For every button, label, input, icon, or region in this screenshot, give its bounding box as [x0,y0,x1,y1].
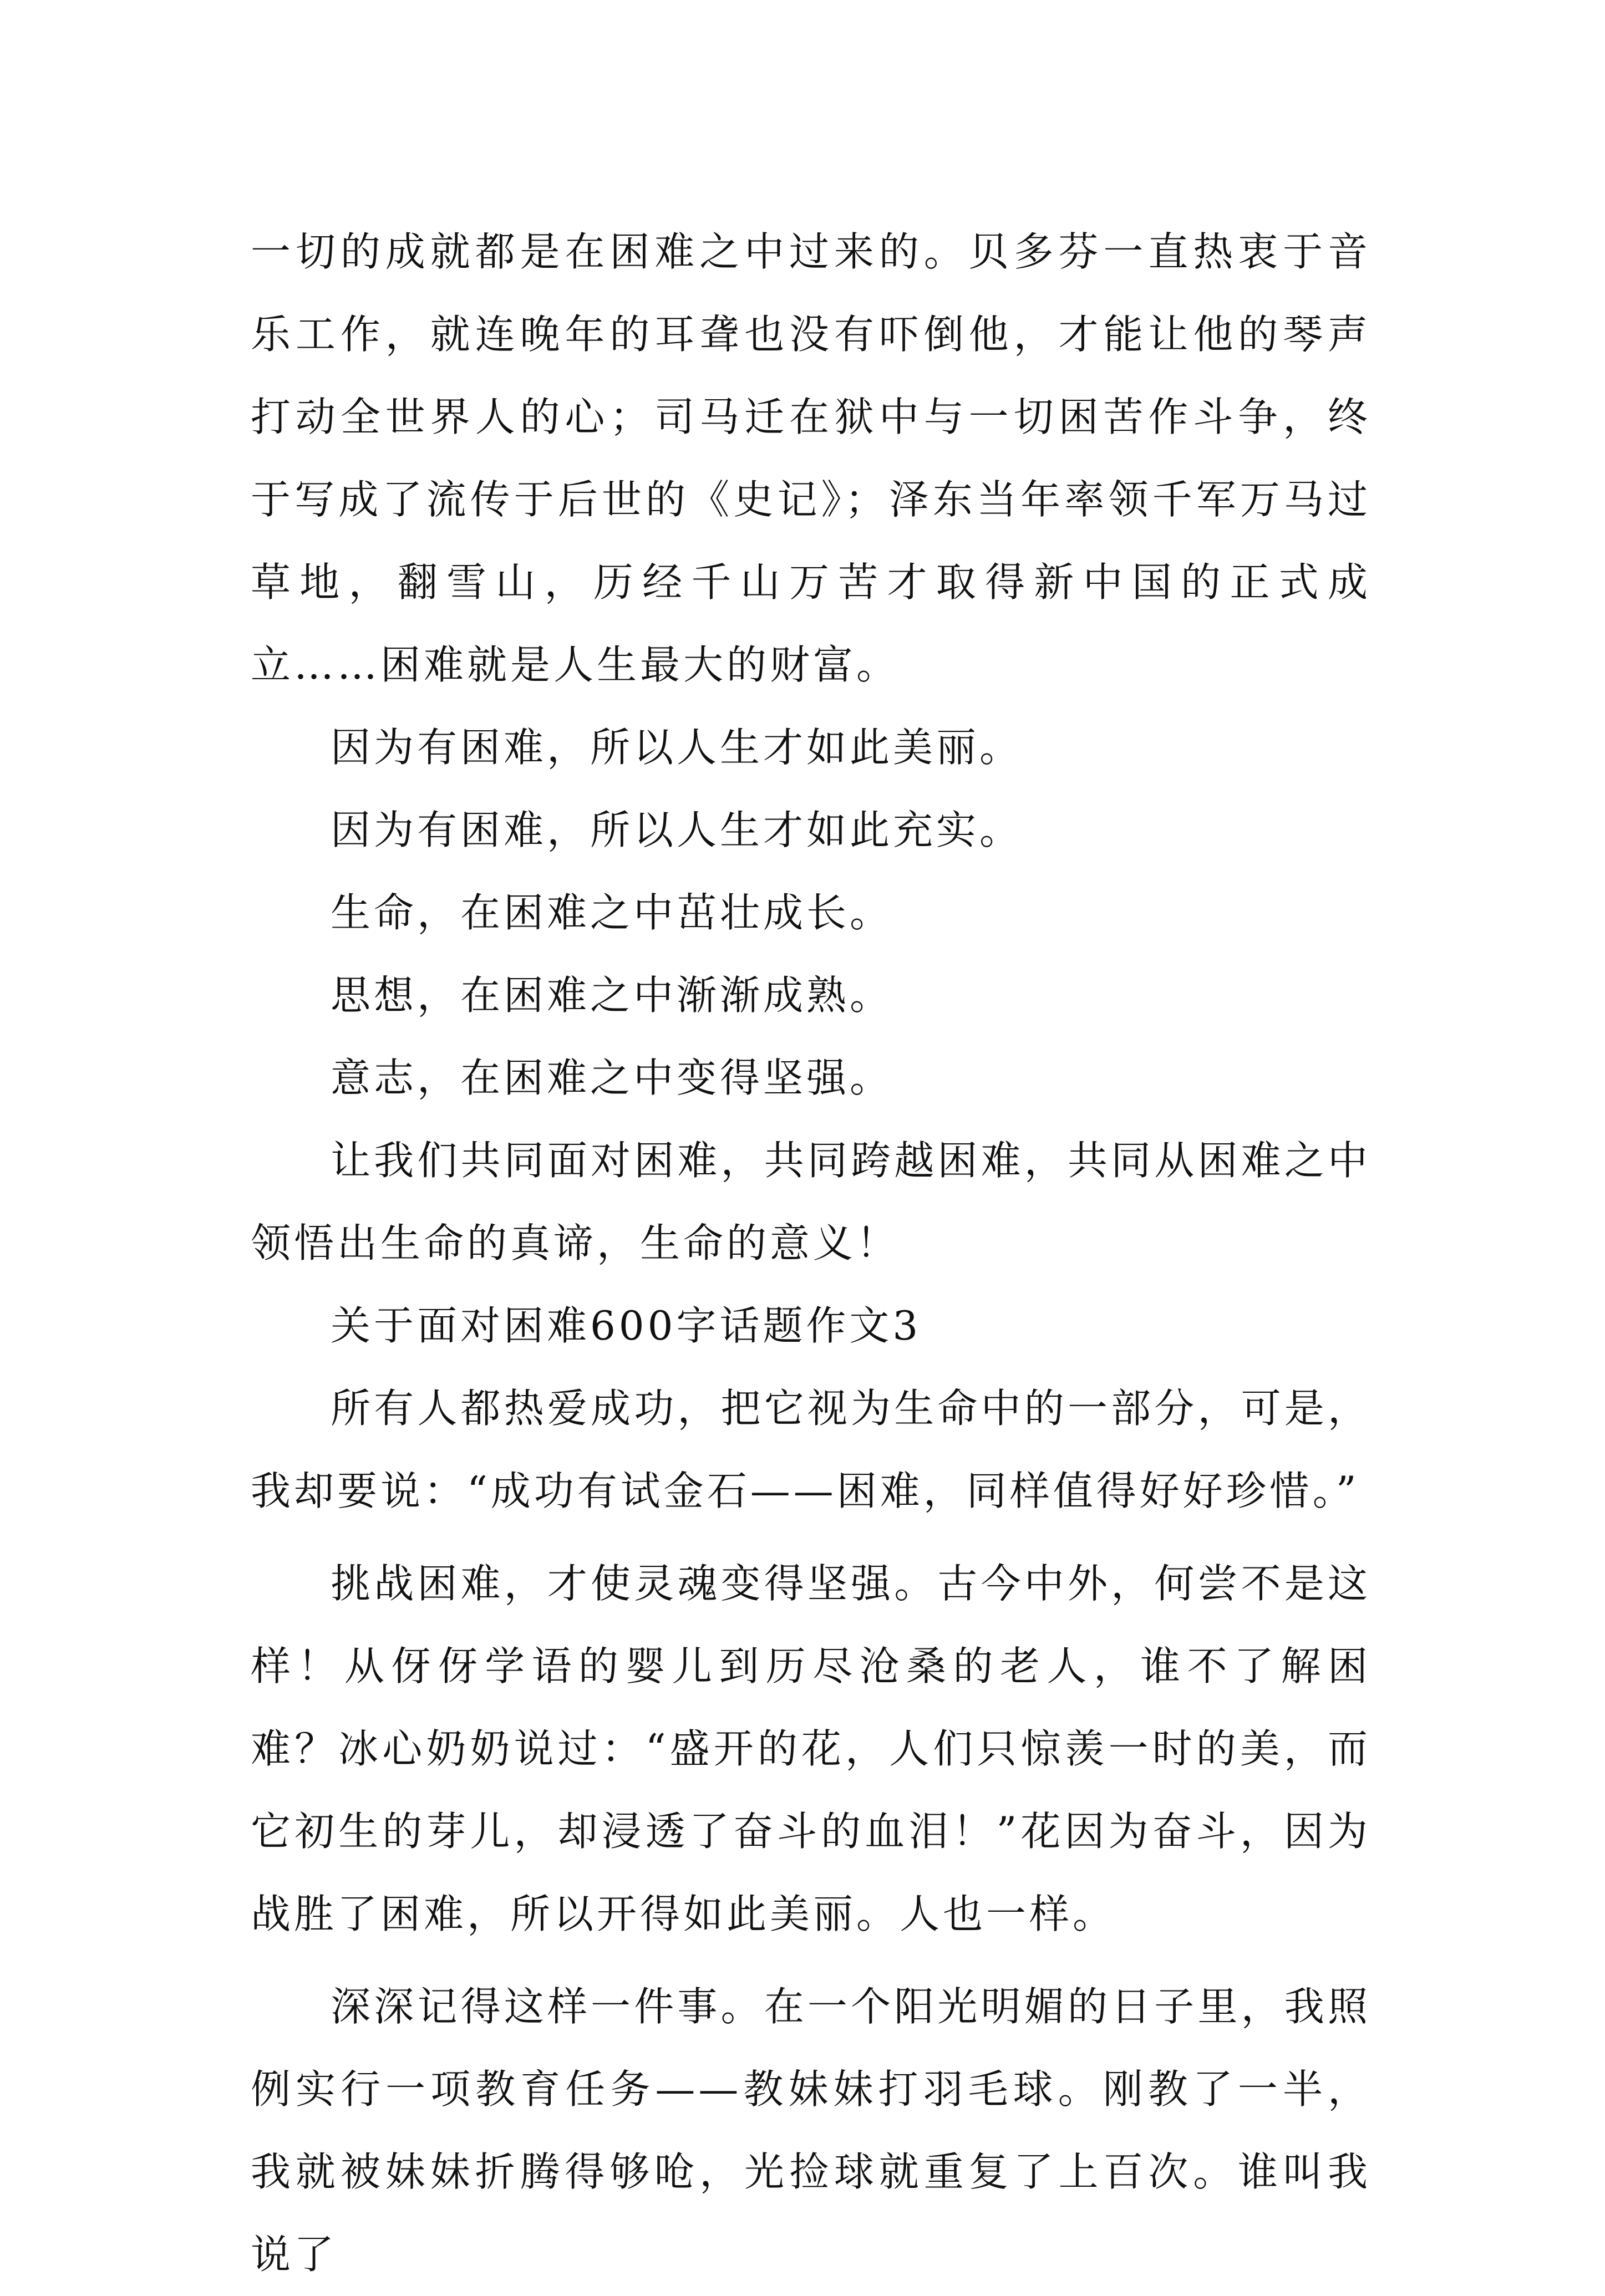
paragraph-life-grows: 生命，在困难之中茁壮成长。 [331,889,893,936]
paragraph-challenge-difficulty: 挑战困难，才使灵魂变得坚强。古今中外，何尝不是这样！从伢伢学语的婴儿到历尽沧桑的老人，谁不了解困难？冰心奶奶说过：“盛开的花，人们只惊羡一时的美，而它初生的芽儿，却浸透了奋斗的血泪！”花因为奋斗，因为战胜了困难，所以开得如此美丽。人也一样。 [251,1560,1371,1937]
paragraph-thought-matures: 思想，在困难之中渐渐成熟。 [331,972,893,1019]
paragraph-life-beautiful: 因为有困难，所以人生才如此美丽。 [331,724,1023,771]
paragraph-difficulty-achievements: 一切的成就都是在困难之中过来的。贝多芬一直热衷于音乐工作，就连晚年的耳聋也没有吓倒他，才能让他的琴声打动全世界人的心；司马迁在狱中与一切困苦作斗争，终于写成了流传于后世的《史记》；泽东当年率领千军万马过草地，翻雪山，历经千山万苦才取得新中国的正式成立……困难就是人生最大的财富。 [251,228,1371,688]
document-page [251,211,1371,2296]
paragraph-will-strengthens: 意志，在困难之中变得坚强。 [331,1055,893,1101]
paragraph-face-together: 让我们共同面对困难，共同跨越困难，共同从困难之中领悟出生命的真谛，生命的意义！ [251,1137,1371,1266]
paragraph-success-touchstone: 所有人都热爱成功，把它视为生命中的一部分，可是，我却要说：“成功有试金石——困难，同样值得好好珍惜。” [251,1385,1371,1514]
essay-heading: 关于面对困难600字话题作文3 [331,1302,922,1349]
paragraph-life-fulfilling: 因为有困难，所以人生才如此充实。 [331,807,1023,853]
paragraph-badminton-story: 深深记得这样一件事。在一个阳光明媚的日子里，我照例实行一项教育任务——教妹妹打羽毛球。刚教了一半，我就被妹妹折腾得够呛，光捡球就重复了上百次。谁叫我说了 [251,1983,1371,2278]
